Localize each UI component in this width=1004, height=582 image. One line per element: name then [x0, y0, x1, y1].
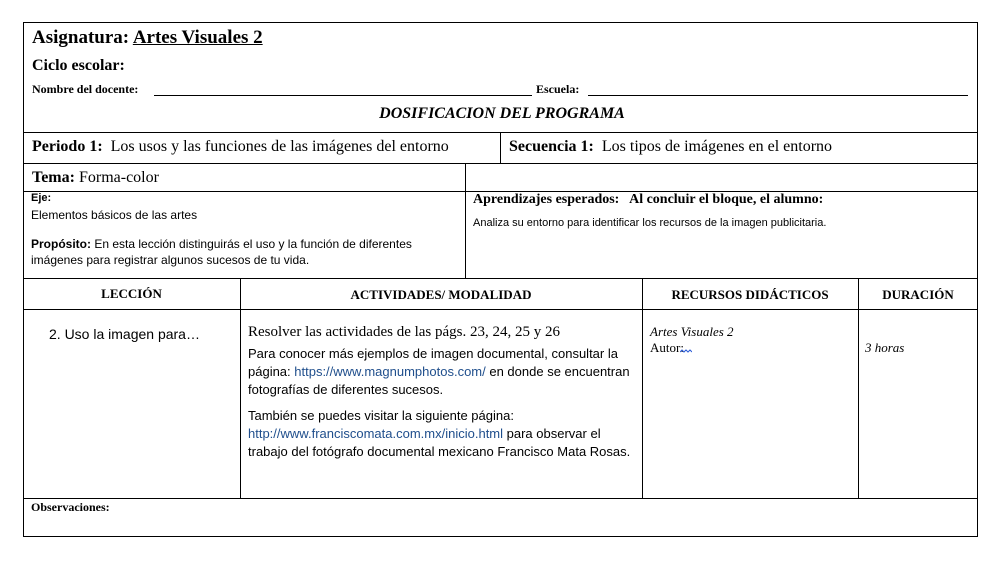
spellcheck-squiggle-icon [680, 349, 692, 353]
p1-after: en donde se encuentran fotografías de diferentes sucesos. [248, 364, 630, 397]
aprendizajes-label2: Al concluir el bloque, el alumno: [629, 192, 824, 207]
eje-label: Eje: [31, 192, 52, 204]
divider [23, 498, 978, 499]
duracion-value: 3 horas [865, 340, 905, 355]
divider [465, 163, 466, 278]
actividades-paragraph-2 [248, 407, 636, 461]
aprendizajes-text: Analiza su entorno para identificar los recursos de la imagen publicitaria. [473, 217, 827, 229]
divider [858, 278, 859, 498]
p2-after: para observar el trabajo del fotógrafo documental mexicano Francisco Mata Rosas. [248, 426, 631, 459]
actividades-paragraph-1 [248, 345, 636, 399]
periodo-label: Periodo 1: [32, 138, 103, 155]
observaciones-label: Observaciones: [31, 500, 110, 514]
divider [500, 132, 501, 163]
recursos-autor: Autor: [650, 340, 684, 355]
leccion-text: 2. Uso la imagen para… [49, 326, 200, 342]
aprendizajes-row [473, 192, 823, 208]
secuencia-value: Los tipos de imágenes en el entorno [601, 138, 833, 155]
ciclo-escolar-label: Ciclo escolar: [32, 57, 125, 74]
secuencia-label: Secuencia 1: [509, 138, 594, 155]
recursos-book: Artes Visuales 2 [650, 324, 734, 339]
periodo-value: Los usos y las funciones de las imágenes del entorno [110, 138, 449, 155]
p2-before: También se puedes visitar la siguiente página: [248, 408, 514, 423]
docente-label: Nombre del docente: [32, 82, 139, 96]
periodo-row [32, 138, 449, 156]
proposito-text [31, 236, 461, 268]
secuencia-row [509, 138, 832, 156]
divider [23, 278, 978, 279]
tema-value: Forma-color [78, 169, 159, 186]
proposito-value: En esta lección distinguirás el uso y la función de diferentes imágenes para registrar algunos sucesos de tu vida. [31, 237, 412, 267]
document-title: DOSIFICACION DEL PROGRAMA [379, 105, 625, 122]
aprendizajes-label: Aprendizajes esperados: [473, 192, 620, 207]
escuela-label: Escuela: [536, 82, 580, 96]
p1-before: Para conocer más ejemplos de imagen documental, consultar la página: [248, 346, 618, 379]
divider [642, 278, 643, 498]
tema-label: Tema: [32, 169, 75, 186]
header-recursos: RECURSOS DIDÁCTICOS [671, 287, 829, 302]
divider [240, 278, 241, 498]
tema-row [32, 169, 159, 187]
magnumphotos-link[interactable]: https://www.magnumphotos.com/ [294, 364, 486, 379]
franciscomata-link[interactable]: http://www.franciscomata.com.mx/inicio.html [248, 426, 504, 441]
escuela-line[interactable] [588, 85, 968, 96]
proposito-label: Propósito: [31, 237, 91, 251]
divider [23, 309, 978, 310]
actividades-line1: Resolver las actividades de las págs. 23, 24, 25 y 26 [248, 324, 561, 340]
header-leccion: LECCIÓN [101, 286, 162, 301]
eje-value: Elementos básicos de las artes [31, 208, 198, 222]
divider [23, 163, 978, 164]
asignatura-value: Artes Visuales 2 [132, 27, 263, 48]
header-duracion: DURACIÓN [882, 287, 954, 302]
header-actividades: ACTIVIDADES/ MODALIDAD [350, 287, 532, 302]
asignatura-row [32, 27, 263, 49]
asignatura-label: Asignatura: [32, 27, 130, 48]
docente-line[interactable] [154, 85, 532, 96]
